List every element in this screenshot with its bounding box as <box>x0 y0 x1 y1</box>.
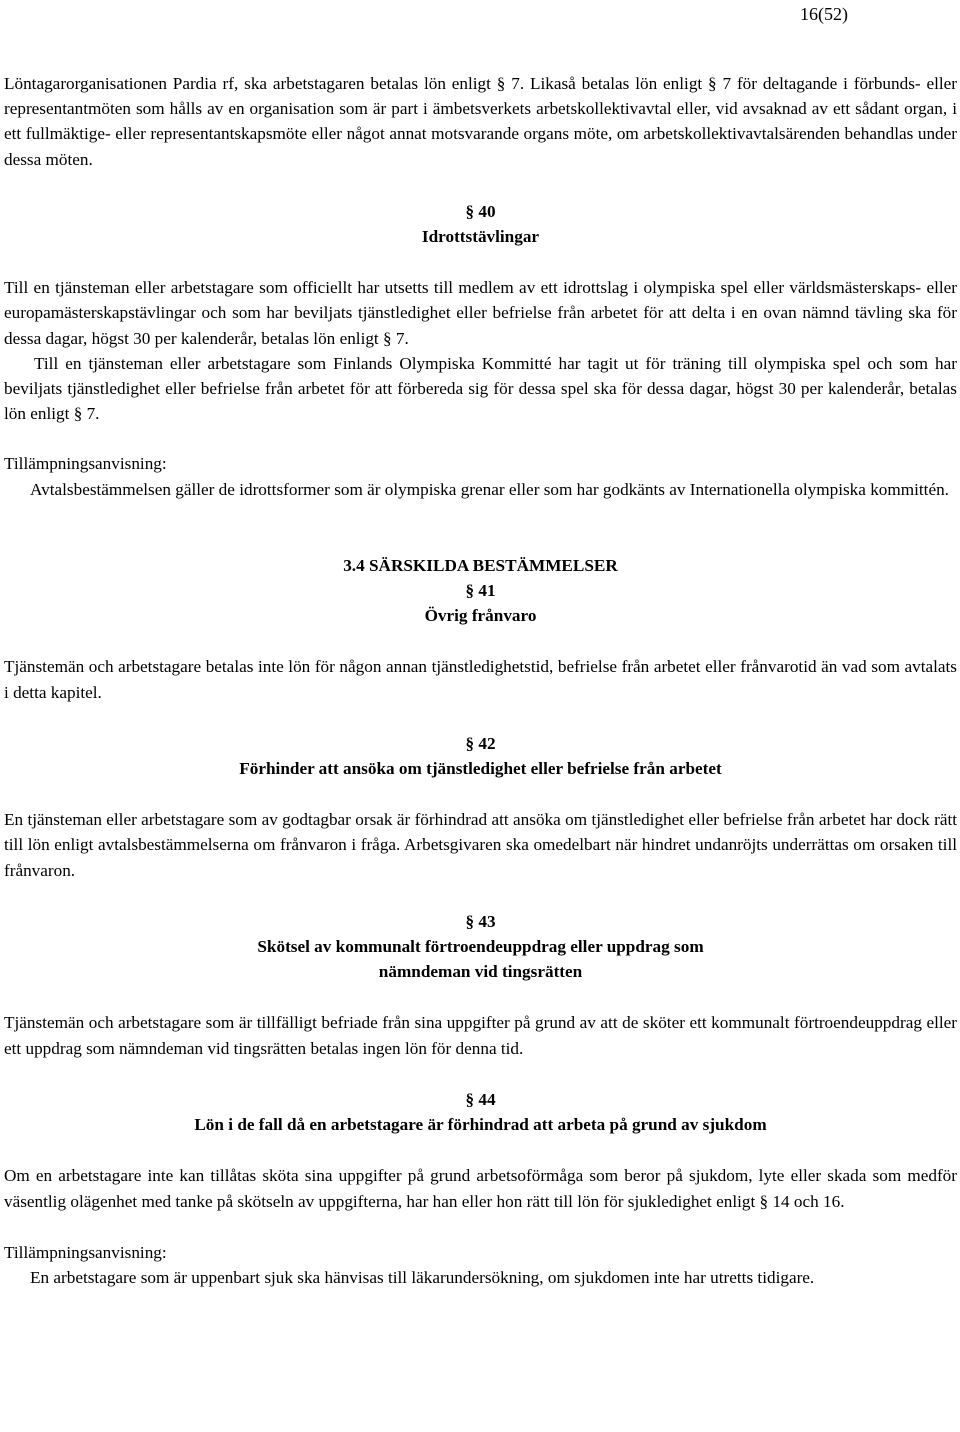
section-43-title-line-2: nämndeman vid tingsrätten <box>378 962 583 982</box>
intro-paragraph: Löntagarorganisationen Pardia rf, ska arbetstagaren betalas lön enligt § 7. Likaså betalas lön enligt § 7 för deltagande i förbunds- eller representantmöten som hålls av en organisation som är part i ämbetsverkets arbetskollektivavtal eller, vid avsaknad av ett sådant organ, i ett fullmäktige- eller representantskapsmöte eller något annat motsvarande organs möte, om arbetskollektivavtalsärenden behandlas under dessa möten. <box>4 74 957 169</box>
document-body <box>4 71 957 1290</box>
chapter-heading <box>4 553 957 629</box>
section-40-guidance-label: Tillämpningsanvisning: <box>4 454 167 474</box>
section-41-title: Övrig frånvaro <box>424 606 537 626</box>
section-43-title-line-1: Skötsel av kommunalt förtroendeuppdrag eller uppdrag som <box>257 937 704 957</box>
section-41-number: § 41 <box>465 581 496 601</box>
section-40-title: Idrottstävlingar <box>421 227 540 247</box>
chapter-title: 3.4 SÄRSKILDA BESTÄMMELSER <box>343 555 618 575</box>
section-44-guidance-label: Tillämpningsanvisning: <box>4 1242 167 1262</box>
section-44-guidance-text: En arbetstagare som är uppenbart sjuk ska hänvisas till läkarundersökning, om sjukdomen inte har utretts tidigare. <box>30 1267 815 1287</box>
section-43-heading <box>4 909 957 985</box>
section-44-number: § 44 <box>465 1089 496 1109</box>
section-42-number: § 42 <box>465 733 496 753</box>
page-number: 16(52) <box>800 4 848 24</box>
section-44-paragraph: Om en arbetstagare inte kan tillåtas sköta sina uppgifter på grund arbetsoförmåga som beror på sjukdom, lyte eller skada som medför väsentlig olägenhet med tanke på skötseln av uppgifterna, har han eller hon rätt till lön för sjukledighet enligt § 14 och 16. <box>4 1166 957 1211</box>
section-43-paragraph: Tjänstemän och arbetstagare som är tillfälligt befriade från sina uppgifter på grund av att de sköter ett kommunalt förtroendeuppdrag eller ett uppdrag som nämndeman vid tingsrätten betalas ingen lön för denna tid. <box>4 1013 957 1058</box>
section-40-guidance-text: Avtalsbestämmelsen gäller de idrottsformer som är olympiska grenar eller som har godkänts av Internationella olympiska kommittén. <box>30 479 949 499</box>
section-43-number: § 43 <box>465 911 496 931</box>
section-44-title: Lön i de fall då en arbetstagare är förhindrad att arbeta på grund av sjukdom <box>194 1115 767 1135</box>
section-41-paragraph: Tjänstemän och arbetstagare betalas inte lön för någon annan tjänstledighetstid, befrielse från arbetet eller frånvarotid än vad som avtalats i detta kapitel. <box>4 657 957 702</box>
section-40-number: § 40 <box>465 201 496 221</box>
section-42-paragraph: En tjänsteman eller arbetstagare som av godtagbar orsak är förhindrad att ansöka om tjänstledighet eller befrielse från arbetet har dock rätt till lön enligt avtalsbestämmelserna om frånvaron i fråga. Arbetsgivaren ska omedelbart när hindret undanröjts underrättas om orsaken till frånvaron. <box>4 810 957 880</box>
section-42-title: Förhinder att ansöka om tjänstledighet eller befrielse från arbetet <box>239 759 722 779</box>
section-40-heading <box>4 199 957 249</box>
section-44-heading <box>4 1087 957 1137</box>
section-40-guidance <box>4 451 957 501</box>
section-40-paragraph-2: Till en tjänsteman eller arbetstagare som Finlands Olympiska Kommitté har tagit ut för träning till olympiska spel och som har beviljats tjänstledighet eller befrielse från arbetet för att förbereda sig för dessa spel ska för dessa dagar, högst 30 per kalenderår, betalas lön enligt § 7. <box>4 353 957 424</box>
section-44-guidance <box>4 1240 957 1290</box>
section-40-paragraph-1: Till en tjänsteman eller arbetstagare som officiellt har utsetts till medlem av ett idrottslag i olympiska spel eller världsmästerskaps- eller europamästerskapstävlingar och som har beviljats tjänstledighet eller befrielse från arbetet för att delta i en ovan nämnd tävling ska för dessa dagar, högst 30 per kalenderår, betalas lön enligt § 7. <box>4 278 957 348</box>
section-42-heading <box>4 731 957 781</box>
